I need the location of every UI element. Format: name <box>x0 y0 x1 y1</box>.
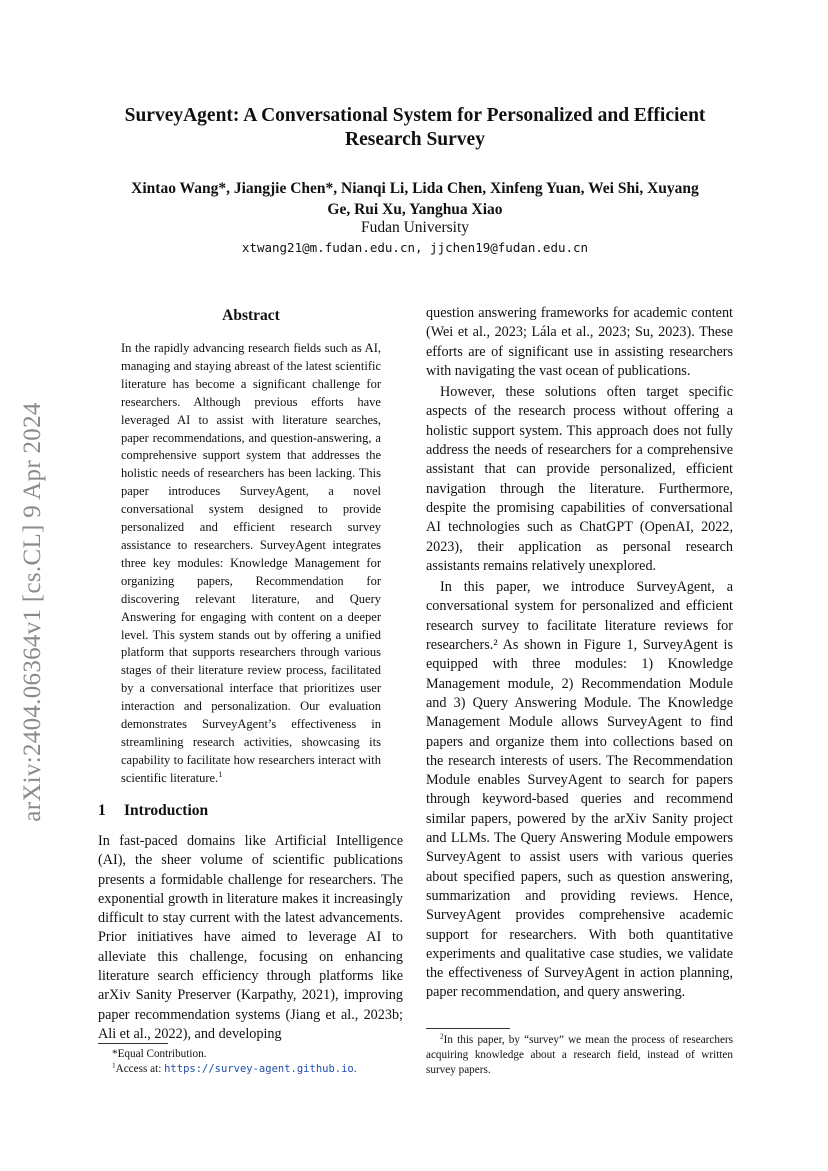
intro-paragraph-1-part-b: question answering frameworks for academic content (Wei et al., 2023; Lála et al., 2023; Su, 2023). These efforts are of significant use in assisting researchers with navigating the vast ocean of publications. <box>426 305 733 379</box>
footnote-2-text: In this paper, by “survey” we mean the process of researchers acquiring knowledge about a research field, instead of written survey papers. <box>426 1034 733 1076</box>
abstract-footnote-mark[interactable]: 1 <box>218 769 223 779</box>
abstract-paragraph: In the rapidly advancing research fields such as AI, managing and staying abreast of the latest scientific literature has become a significant challenge for researchers. Although previous efforts have leveraged AI to assist with literature searches, paper recommendations, and question-answering, a comprehensive support system that addresses the holistic needs of researchers has been lacking. This paper introduces SurveyAgent, a novel conversational system designed to provide personalized and efficient research survey assistance to researchers. SurveyAgent integrates three key modules: Knowledge Management for organizing papers, Recommendation for discovering relevant literature, and Query Answering for engaging with content on a deeper level. This system stands out by offering a unified platform that supports researchers through various stages of their literature review process, facilitated by a conversational interface that prioritizes user interaction and personalization. Our evaluation demonstrates SurveyAgent’s effectiveness in streamlining research activities, showcasing its capability to facilitate how researchers interact with scientific literature. <box>121 341 381 785</box>
footnote-1-mark: 1 <box>112 1061 116 1070</box>
intro-paragraph-3: In this paper, we introduce SurveyAgent, a conversational system for personalized and efficient research survey to facilitate literature reviews for researchers.² As shown in Figure 1, SurveyAgent is equipped with three modules: 1) Knowledge Management module, 2) Recommendation Module and 3) Query Answering Module. The Knowledge Management Module allows SurveyAgent to find papers and organize them into collections based on the research interests of users. The Recommendation Module enables SurveyAgent to search for papers through keyword-based queries and recommend similar papers, powered by the arXiv Sanity project and LLMs. The Query Answering Module empowers SurveyAgent to assist users with various queries about specified papers, such as question answering, summarization and providing reviews. Hence, SurveyAgent provides comprehensive academic support for researchers. With both quantitative experiments and qualitative case studies, we validate the effectiveness of SurveyAgent in action planning, paper recommendation, and query answering. <box>426 579 733 1001</box>
section-heading <box>98 801 398 821</box>
section-title: Introduction <box>124 802 209 819</box>
footnote-access-end: . <box>353 1063 357 1075</box>
footnote-access <box>98 1062 403 1077</box>
abstract-text <box>121 340 381 788</box>
arxiv-sidebar <box>8 372 58 852</box>
author-emails: xtwang21@m.fudan.edu.cn, jjchen19@fudan.edu.cn <box>241 240 589 255</box>
section-number: 1 <box>98 802 106 819</box>
intro-column-left <box>98 832 403 1044</box>
footnote-2 <box>426 1033 733 1078</box>
footnote-equal-contribution: *Equal Contribution. <box>112 1048 207 1060</box>
author-affiliation: Fudan University <box>360 219 470 236</box>
intro-paragraph-2: However, these solutions often target specific aspects of the research process without offering a holistic support system. This approach does not fully address the needs of researchers for a comprehensive assistant that can provide personalized, efficient navigation through the literature. Furthermore, despite the promising capabilities of conversational AI technologies such as ChatGPT (OpenAI, 2022, 2023), their application as personal research assistants remains relatively unexplored. <box>426 384 733 574</box>
arxiv-identifier: arXiv:2404.06364v1 [cs.CL] 9 Apr 2024 <box>19 402 46 822</box>
footnote-access-label: Access at: <box>115 1063 162 1075</box>
project-url-link[interactable]: https://survey-agent.github.io <box>164 1063 354 1075</box>
footnote-2-mark: 2 <box>440 1032 444 1041</box>
footnotes-left <box>98 1047 403 1077</box>
footnote-divider-right <box>426 1028 510 1029</box>
intro-paragraph-1-part-a: In fast-paced domains like Artificial Intelligence (AI), the sheer volume of scientific publications presents a formidable challenge for researchers. The exponential growth in literature makes it increasingly difficult to stay current with the latest advancements. Prior initiatives have aimed to leverage AI to alleviate this challenge, focusing on enhancing literature search efficiency through platforms like arXiv Sanity Preserver (Karpathy, 2021), improving paper recommendation systems (Jiang et al., 2023b; Ali et al., 2022), and developing <box>98 833 403 1042</box>
intro-column-right <box>426 304 733 1003</box>
paper-authors: Xintao Wang*, Jiangjie Chen*, Nianqi Li, Lida Chen, Xinfeng Yuan, Wei Shi, Xuyang Ge, Rui Xu, Yanghua Xiao <box>131 180 699 218</box>
paper-title: SurveyAgent: A Conversational System for Personalized and Efficient Research Survey <box>124 105 706 150</box>
footnote-divider-left <box>98 1043 168 1044</box>
abstract-heading: Abstract <box>222 307 280 324</box>
